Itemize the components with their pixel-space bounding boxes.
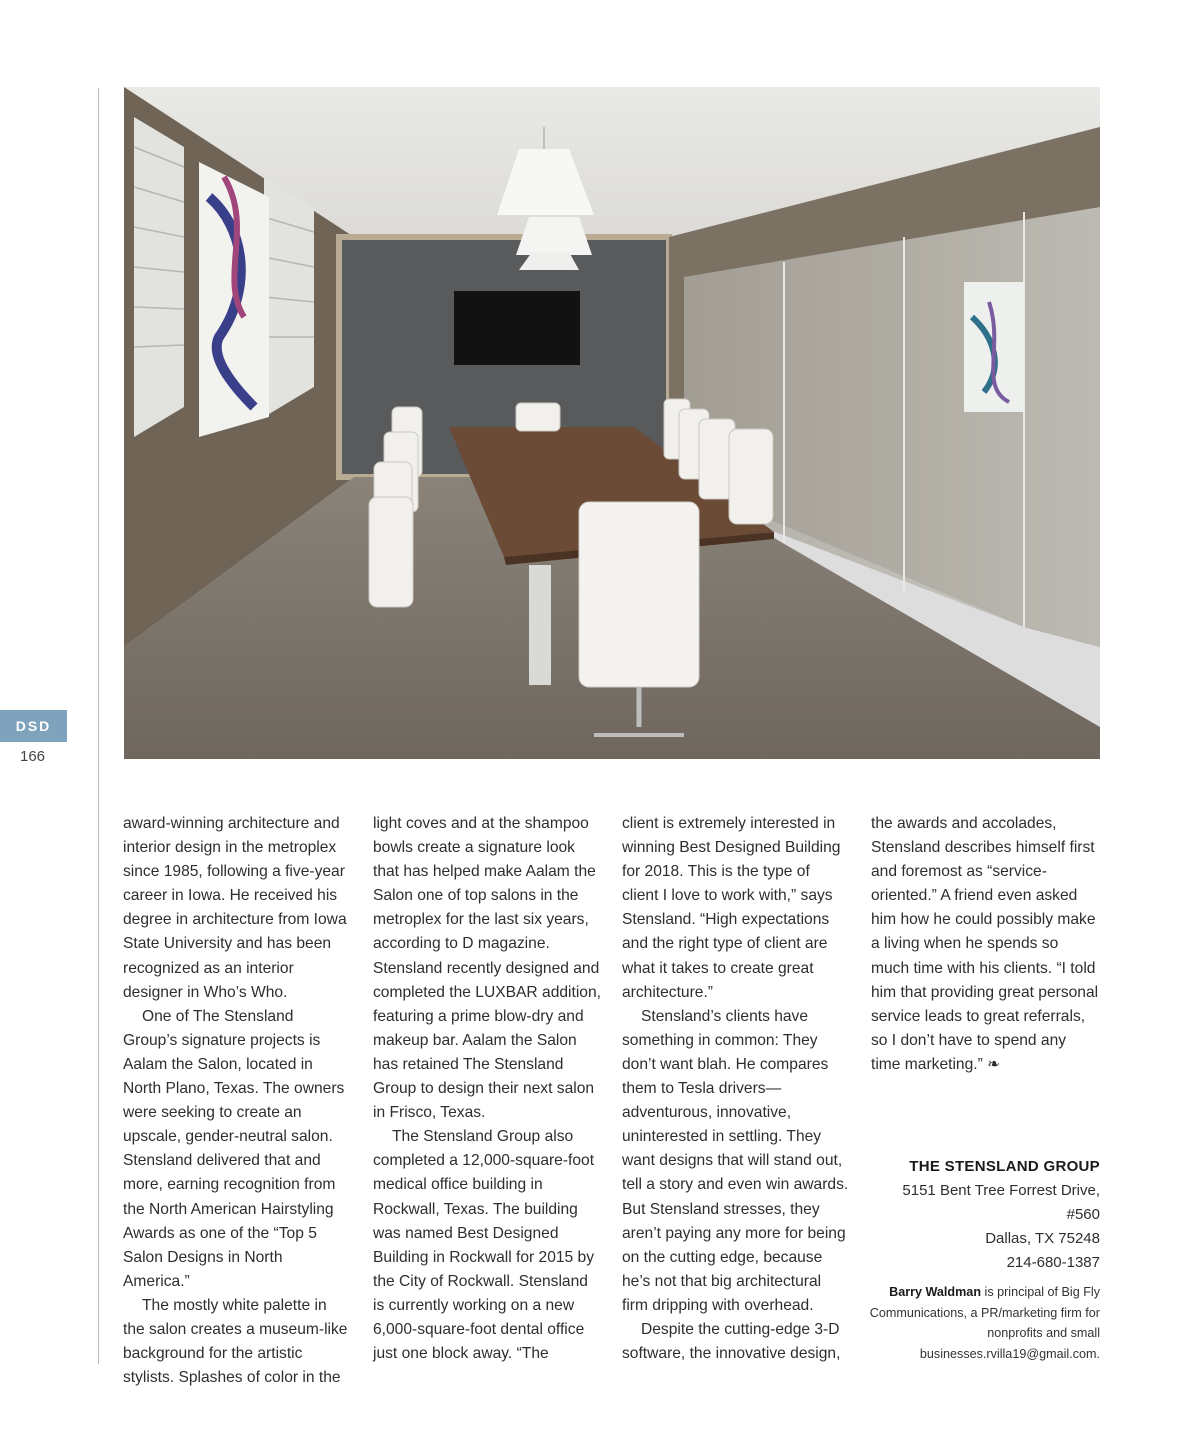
text-column-3 (622, 812, 850, 1366)
paragraph: The mostly white palette in the salon creates a museum-like background for the artistic stylists. Splashes of color in the (123, 1296, 348, 1387)
paragraph: Despite the cutting-edge 3-D software, the innovative design, (622, 1320, 841, 1363)
text-column-2 (373, 812, 601, 1366)
paragraph: The Stensland Group also completed a 12,000-square-foot medical office building in Rockwall, Texas. The building was named Best Designed Building in Rockwall for 2015 by the City of Rockwall. Stensland is currently working on a new 6,000-square-foot dental office just one block away. “The (373, 1128, 595, 1363)
paragraph: One of The Stensland Group’s signature projects is Aalam the Salon, located in North Plano, Texas. The owners were seeking to create an upscale, gender-neutral salon. Stensland delivered that and more, earning recognition from the North American Hairstyling Awards as one of the “Top 5 Salon Designs in North America.” (123, 1007, 345, 1290)
author-bio (860, 1282, 1100, 1364)
paragraph: award-winning architecture and interior design in the metroplex since 1985, following a five-year career in Iowa. He received his degree in architecture from Iowa State University and has been recognized as an interior designer in Who’s Who. (123, 815, 347, 1001)
paragraph: Stensland’s clients have something in common: They don’t want blah. He compares them to Tesla drivers—adventurous, innovative, uninterested in settling. They want designs that will stand out, tell a story and even win awards. But Stensland stresses, they aren’t paying any more for being on the cutting edge, because he’s not that big architectural firm dripping with overhead. (622, 1007, 849, 1314)
margin-rule (98, 88, 99, 1364)
author-name: Barry Waldman (889, 1285, 982, 1299)
contact-block (840, 1155, 1100, 1275)
company-name: THE STENSLAND GROUP (909, 1158, 1100, 1175)
paragraph: light coves and at the shampoo bowls create a signature look that has helped make Aalam the Salon one of top salons in the metroplex for the last six years, according to D magazine. Stensland recently designed and completed the LUXBAR addition, featuring a prime blow-dry and makeup bar. Aalam the Salon has retained The Stensland Group to design their next salon in Frisco, Texas. (373, 815, 601, 1122)
page-number: 166 (20, 748, 46, 765)
paragraph: client is extremely interested in winning Best Designed Building for 2018. This is the type of client I love to work with,” says Stensland. “High expectations and the right type of client are what it takes to create great architecture.” (622, 815, 841, 1001)
conference-room-photo (124, 87, 1100, 759)
address-line-1: 5151 Bent Tree Forrest Drive, (902, 1182, 1100, 1199)
phone: 214-680-1387 (1006, 1254, 1100, 1271)
text-column-4 (871, 812, 1099, 1077)
paragraph: the awards and accolades, Stensland describes himself first and foremost as “service-oriented.” A friend even asked him how he could possibly make a living when he spends so much time with his clients. “I told him that providing great personal service leads to great referrals, so I don’t have to spend any time marketing.” ❧ (871, 815, 1099, 1073)
city-line: Dallas, TX 75248 (985, 1230, 1100, 1247)
text-column-1 (123, 812, 351, 1390)
address-line-2: #560 (1066, 1206, 1100, 1223)
section-tab: DSD (0, 710, 67, 742)
bio-text: is principal of Big Fly Communications, a PR/marketing firm for nonprofits and small businesses.rvilla19@gmail.com. (869, 1285, 1100, 1361)
